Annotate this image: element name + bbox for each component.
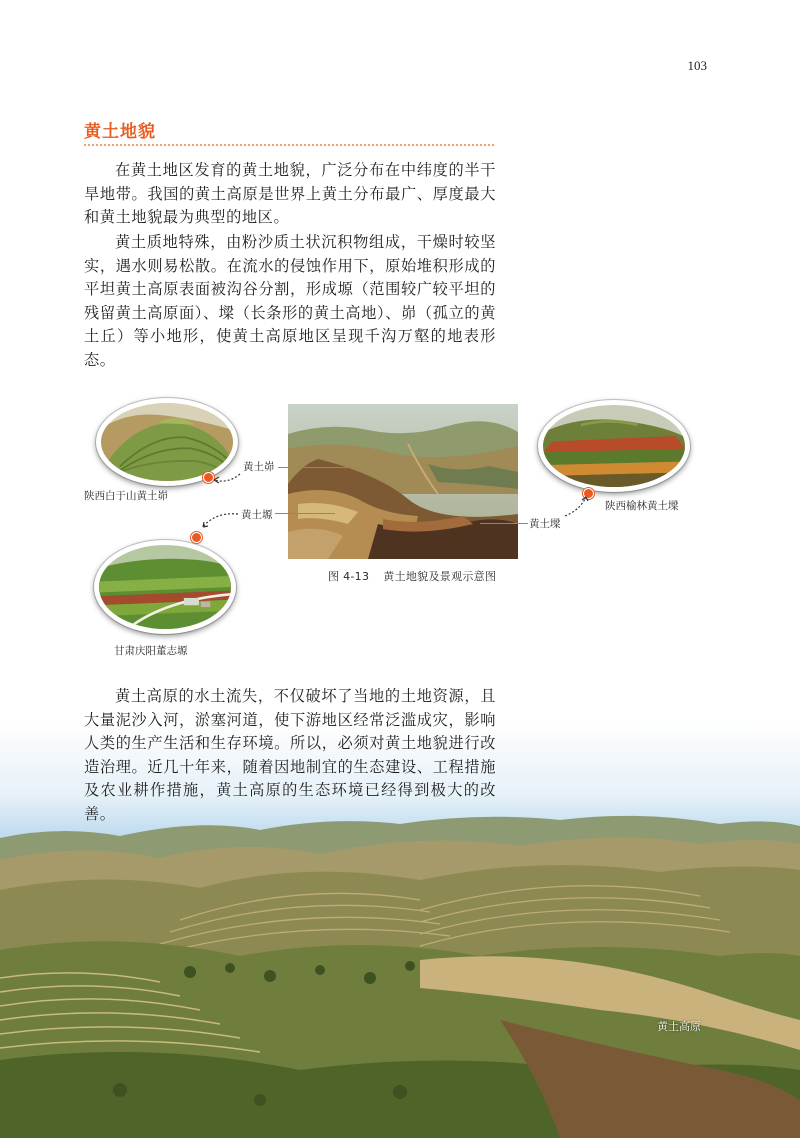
liang-marker-dot	[583, 488, 594, 499]
mao-label: 黄土峁	[243, 461, 275, 473]
paragraph-erosion: 黄土高原的水土流失，不仅破坏了当地的土地资源，且大量泥沙入河，淤塞河道，使下游地区经常泛滥成灾，影响人类的生产生活和生存环境。所以，必须对黄土地貌进行改造治理。近几十年来，随着因地制宜的生态建设、工程措施及农业耕作措施，黄土高原的生态环境已经得到极大的改善。	[84, 687, 496, 823]
liang-photo-caption: 陕西榆林黄土墚	[605, 500, 679, 512]
liang-label: 黄土墚	[529, 518, 561, 530]
liang-landform-photo	[538, 400, 690, 492]
mao-leader-line	[278, 467, 378, 468]
paragraph-landforms: 黄土质地特殊，由粉沙质土状沉积物组成，干燥时较坚实，遇水则易松散。在流水的侵蚀作用下，原始堆积形成的平坦黄土高原表面被沟谷分割，形成塬（范围较广较平坦的残留黄土高原面）、墚（长条形的黄土高地）、峁（孤立的黄土丘）等小地形，使黄土高原地区呈现千沟万壑的地表形态。	[84, 233, 496, 369]
yuan-label: 黄土塬	[241, 509, 273, 521]
figure-title: 黄土地貌及景观示意图	[383, 570, 497, 583]
landscape-label: 黄土高原	[657, 1020, 701, 1033]
yuan-landform-photo	[94, 540, 236, 634]
section-title: 黄土地貌	[84, 122, 156, 142]
page-number: 103	[687, 58, 707, 73]
yuan-photo-caption: 甘肃庆阳董志塬	[114, 645, 188, 657]
paragraph-intro: 在黄土地区发育的黄土地貌，广泛分布在中纬度的半干旱地带。我国的黄土高原是世界上黄土分布最广、厚度最大和黄土地貌最为典型的地区。	[84, 161, 496, 227]
yuan-marker-dot	[191, 532, 202, 543]
figure-number: 图 4-13	[328, 570, 370, 583]
mao-marker-dot	[203, 472, 214, 483]
mao-photo-caption: 陕西白于山黄土峁	[84, 490, 168, 502]
figure-caption	[328, 568, 496, 584]
mao-landform-photo	[96, 398, 238, 486]
yuan-leader-line	[275, 513, 335, 514]
liang-leader-line	[480, 523, 528, 524]
loess-aerial-photo	[288, 404, 518, 559]
title-divider	[84, 144, 494, 146]
